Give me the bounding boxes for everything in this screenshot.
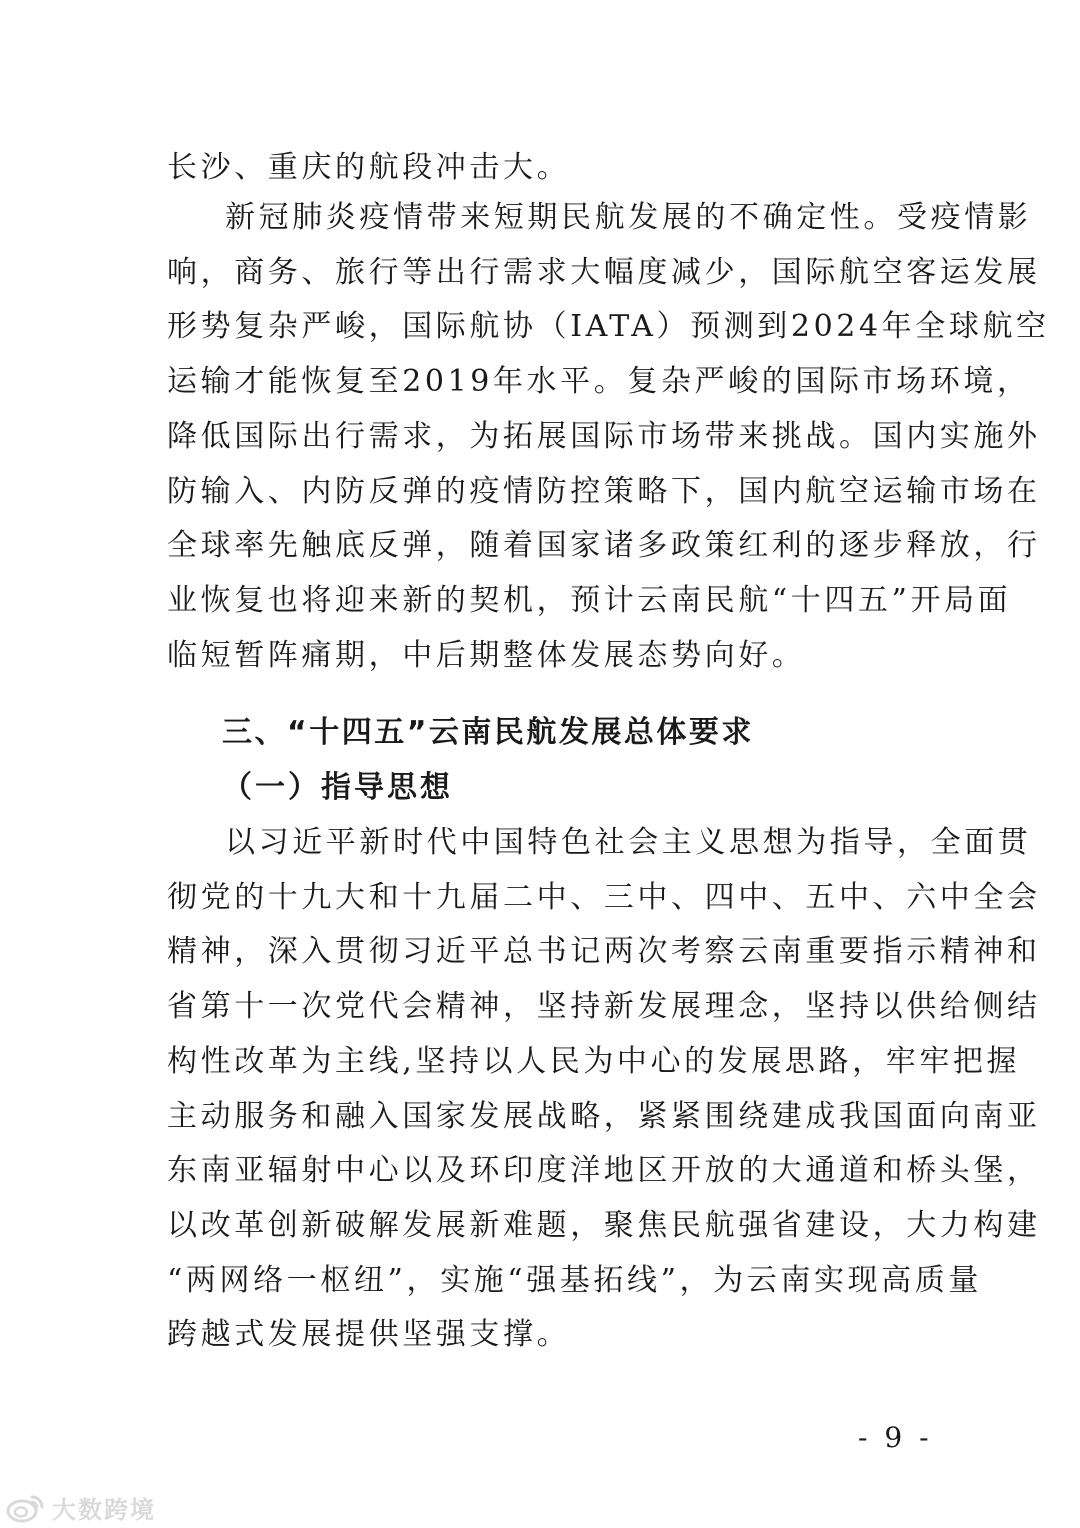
- body-line-13: 以习近平新时代中国特色社会主义思想为指导，全面贯: [225, 825, 1032, 860]
- body-line-6: 降低国际出行需求，为拓展国际市场带来挑战。国内实施外: [167, 419, 1041, 454]
- body-line-5: 运输才能恢复至2019年水平。复杂严峻的国际市场环境，: [167, 364, 1031, 399]
- body-line-15: 精神，深入贯彻习近平总书记两次考察云南重要指示精神和: [167, 934, 1041, 969]
- watermark: [6, 1490, 156, 1524]
- body-line-3: 响，商务、旅行等出行需求大幅度减少，国际航空客运发展: [167, 255, 1041, 290]
- body-line-14: 彻党的十九大和十九届二中、三中、四中、五中、六中全会: [167, 880, 1041, 915]
- body-line-17: 构性改革为主线,坚持以人民为中心的发展思路，牢牢把握: [167, 1044, 1021, 1079]
- page-number: - 9 -: [858, 1421, 933, 1454]
- body-line-20: 以改革创新破解发展新难题，聚焦民航强省建设，大力构建: [167, 1208, 1041, 1243]
- subsection-heading: （一）指导思想: [222, 770, 453, 805]
- watermark-text: 大数跨境: [52, 1495, 156, 1524]
- body-line-2: 新冠肺炎疫情带来短期民航发展的不确定性。受疫情影: [225, 200, 1032, 235]
- body-line-9: 业恢复也将迎来新的契机，预计云南民航“十四五”开局面: [167, 583, 1012, 618]
- section-heading: 三、“十四五”云南民航发展总体要求: [222, 715, 754, 750]
- body-line-19: 东南亚辐射中心以及环印度洋地区开放的大通道和桥头堡，: [167, 1153, 1041, 1188]
- body-line-8: 全球率先触底反弹，随着国家诸多政策红利的逐步释放，行: [167, 528, 1041, 563]
- weibo-logo-icon: [6, 1491, 46, 1523]
- body-line-4: 形势复杂严峻，国际航协（IATA）预测到2024年全球航空: [167, 309, 1050, 344]
- body-line-7: 防输入、内防反弹的疫情防控策略下，国内航空运输市场在: [167, 474, 1041, 509]
- body-line-10: 临短暂阵痛期，中后期整体发展态势向好。: [167, 638, 806, 673]
- body-line-1: 长沙、重庆的航段冲击大。: [167, 150, 571, 185]
- body-line-16: 省第十一次党代会精神，坚持新发展理念，坚持以供给侧结: [167, 989, 1041, 1024]
- body-line-18: 主动服务和融入国家发展战略，紧紧围绕建成我国面向南亚: [167, 1099, 1041, 1134]
- body-line-22: 跨越式发展提供坚强支撑。: [167, 1317, 571, 1352]
- body-line-21: “两网络一枢纽”，实施“强基拓线”，为云南实现高质量: [167, 1263, 982, 1298]
